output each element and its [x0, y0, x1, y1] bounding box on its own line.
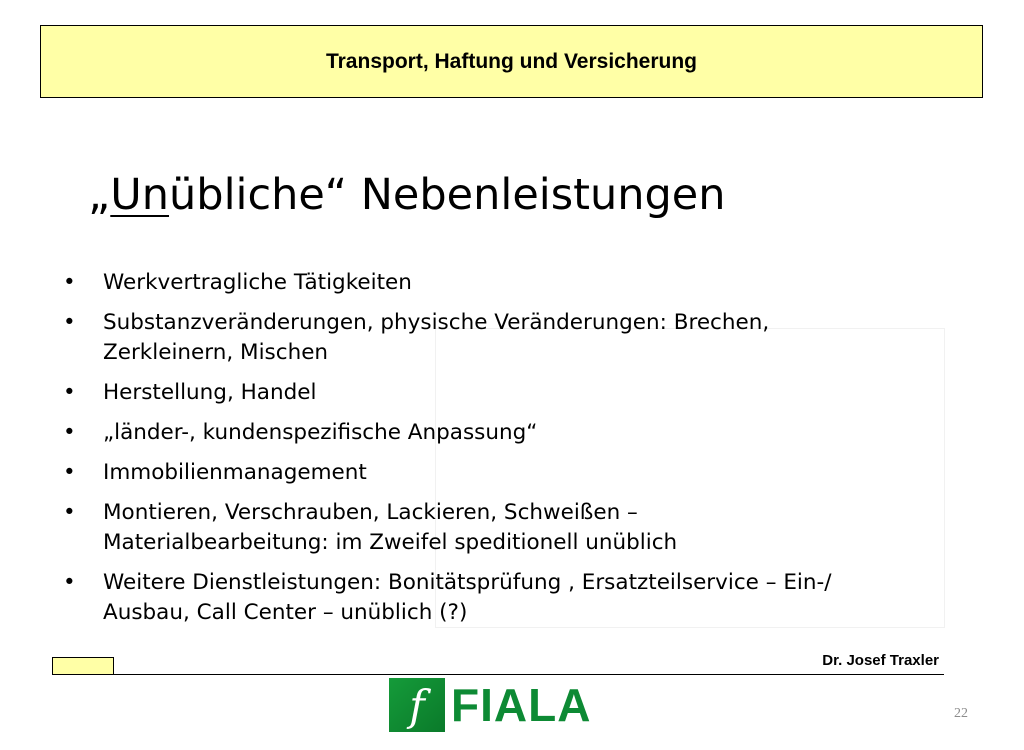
- list-item: • Weitere Dienstleistungen: Bonitätsprüfung , Ersatzteilservice – Ein-/ Ausbau, Call Center – unüblich (?): [63, 568, 963, 628]
- page-title: [88, 170, 726, 220]
- logo-f-icon: f: [389, 678, 445, 732]
- header-title: Transport, Haftung und Versicherung: [325, 49, 698, 73]
- list-item: • Werkvertragliche Tätigkeiten: [63, 268, 963, 298]
- title-underlined: Un: [110, 170, 170, 220]
- footer-divider: [114, 674, 944, 675]
- page-number: 22: [954, 706, 968, 721]
- author-name: Dr. Josef Traxler: [822, 652, 939, 669]
- title-rest: übliche“ Nebenleistungen: [169, 170, 726, 220]
- bullet-list: [63, 268, 963, 638]
- list-item: • Montieren, Verschrauben, Lackieren, Schweißen – Materialbearbeitung: im Zweifel speditionell unüblich: [63, 498, 963, 558]
- header-banner: [40, 25, 983, 98]
- title-prefix: „: [88, 170, 111, 220]
- fiala-logo: [389, 678, 619, 732]
- list-item: • Immobilienmanagement: [63, 458, 963, 488]
- list-item: • Substanzveränderungen, physische Veränderungen: Brechen, Zerkleinern, Mischen: [63, 308, 963, 368]
- list-item: • „länder-, kundenspezifische Anpassung“: [63, 418, 963, 448]
- logo-text: FIALA: [451, 678, 619, 732]
- footer-yellow-box: [52, 657, 114, 675]
- list-item: • Herstellung, Handel: [63, 378, 963, 408]
